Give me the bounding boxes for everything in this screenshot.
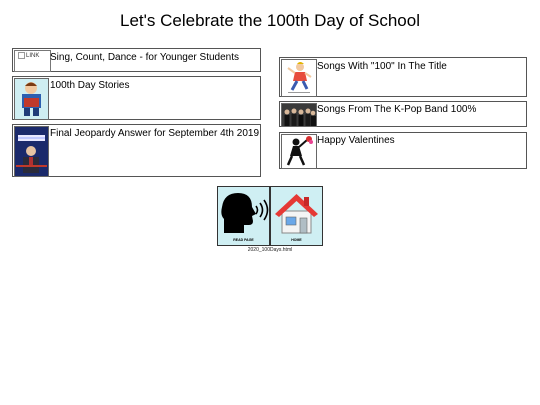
link-card-sing-count-dance[interactable] <box>12 48 261 72</box>
home-button[interactable] <box>270 186 323 246</box>
jeopardy-icon <box>14 126 49 177</box>
read-page-label: READ PAGE <box>233 238 254 242</box>
home-label: HOME <box>291 238 302 242</box>
link-card-songs-100-title[interactable] <box>279 57 527 97</box>
dancing-kid-icon <box>281 59 317 97</box>
link-label: Happy Valentines <box>317 135 395 146</box>
link-card-happy-valentines[interactable] <box>279 132 527 169</box>
speaking-head-icon <box>218 189 269 237</box>
link-card-kpop-100-percent[interactable] <box>279 101 527 127</box>
link-label: Songs From The K-Pop Band 100% <box>317 104 477 115</box>
link-label: Songs With "100" In The Title <box>317 61 447 72</box>
flower-thrower-icon <box>281 134 317 169</box>
broken-image-alt: LINK <box>18 52 39 60</box>
link-label: Final Jeopardy Answer for September 4th 2019 <box>50 128 260 139</box>
read-page-button[interactable] <box>217 186 270 246</box>
link-card-final-jeopardy[interactable] <box>12 124 261 177</box>
boy-reading-icon <box>14 78 49 120</box>
band-photo-icon <box>281 103 317 127</box>
page-title: Let's Celebrate the 100th Day of School <box>120 11 420 30</box>
link-label: Sing, Count, Dance - for Younger Students <box>50 52 240 63</box>
home-icon <box>271 189 322 237</box>
link-label: 100th Day Stories <box>50 80 130 91</box>
file-name-caption: 2020_100Days.html <box>247 247 293 253</box>
broken-image-icon <box>14 50 51 72</box>
link-card-100th-day-stories[interactable] <box>12 76 261 120</box>
